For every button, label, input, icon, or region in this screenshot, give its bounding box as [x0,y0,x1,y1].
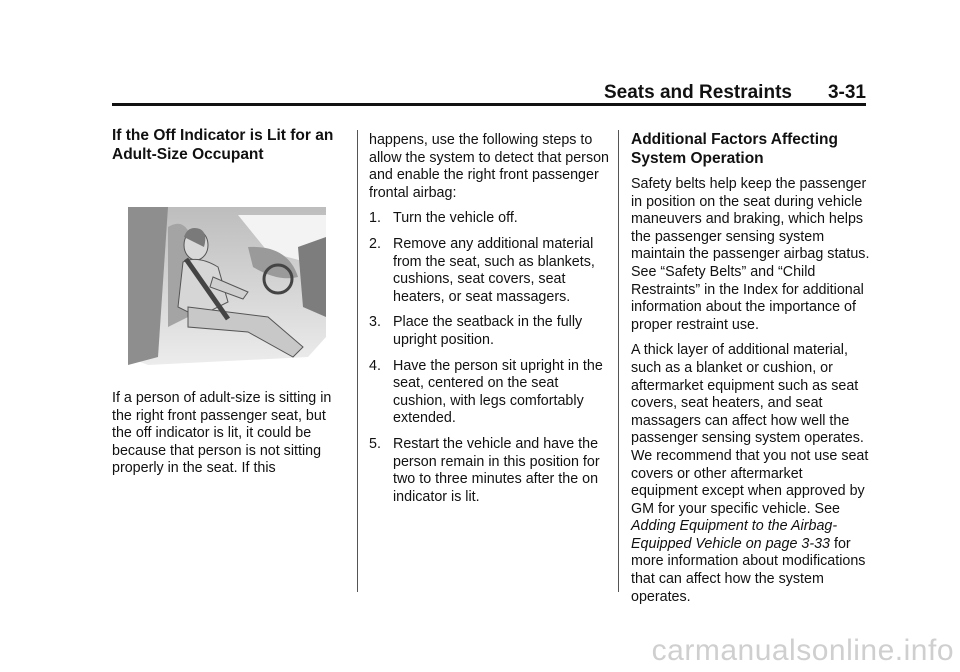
section-heading: Additional Factors Affecting System Operation [631,131,838,167]
steps-list [369,210,609,506]
paragraph: Safety belts help keep the passenger in position on the seat during vehicle maneuvers and braking, which helps the passenger sensing system maintain the passenger airbag status. See “Safety Belts” and “Child Restraints” in the Index for additional information about the importance of proper restraint use. [631,176,870,333]
paragraph: happens, use the following steps to allow the system to detect that person and enable the right front passenger frontal airbag: [369,132,609,201]
occupant-illustration [128,207,326,365]
list-item: 5. Restart the vehicle and have the person remain in this position for two to three minutes after the on indicator is lit. [369,435,600,505]
column-middle [369,132,609,514]
column-divider [618,130,619,592]
list-item: 1. Turn the vehicle off. [369,210,518,227]
column-divider [357,130,358,592]
list-item: 2. Remove any additional material from the seat, such as blankets, cushions, seat covers, seat heaters, or seat massagers. [369,235,595,305]
page-header [112,78,866,104]
column-left [112,126,344,478]
list-item: 3. Place the seatback in the fully upright position. [369,314,583,348]
page-number: 3-31 [827,82,866,103]
header-rule [112,103,866,106]
column-right [631,130,871,606]
watermark: carmanualsonline.info [651,634,954,667]
section-heading: If the Off Indicator is Lit for an Adult-Size Occupant [112,127,334,163]
list-item: 4. Have the person sit upright in the seat, centered on the seat cushion, with legs comfortably extended. [369,357,603,427]
section-title: Seats and Restraints [604,82,792,103]
paragraph: A thick layer of additional material, such as a blanket or cushion, or aftermarket equipment such as seat covers, seat heaters, and seat massagers can affect how well the passenger sensing system operates. We recommend that you not use seat covers or other aftermarket equipment except when approved by GM for your specific vehicle. See Adding Equipment to the Airbag-Equipped Vehicle on page 3-33 for more information about modifications that can affect how the system operates. [631,342,869,605]
paragraph: If a person of adult-size is sitting in the right front passenger seat, but the off indicator is lit, it could be because that person is not sitting properly in the seat. If this [112,390,332,477]
cross-reference-link[interactable]: Adding Equipment to the Airbag-Equipped Vehicle on page 3-33 [631,518,838,552]
